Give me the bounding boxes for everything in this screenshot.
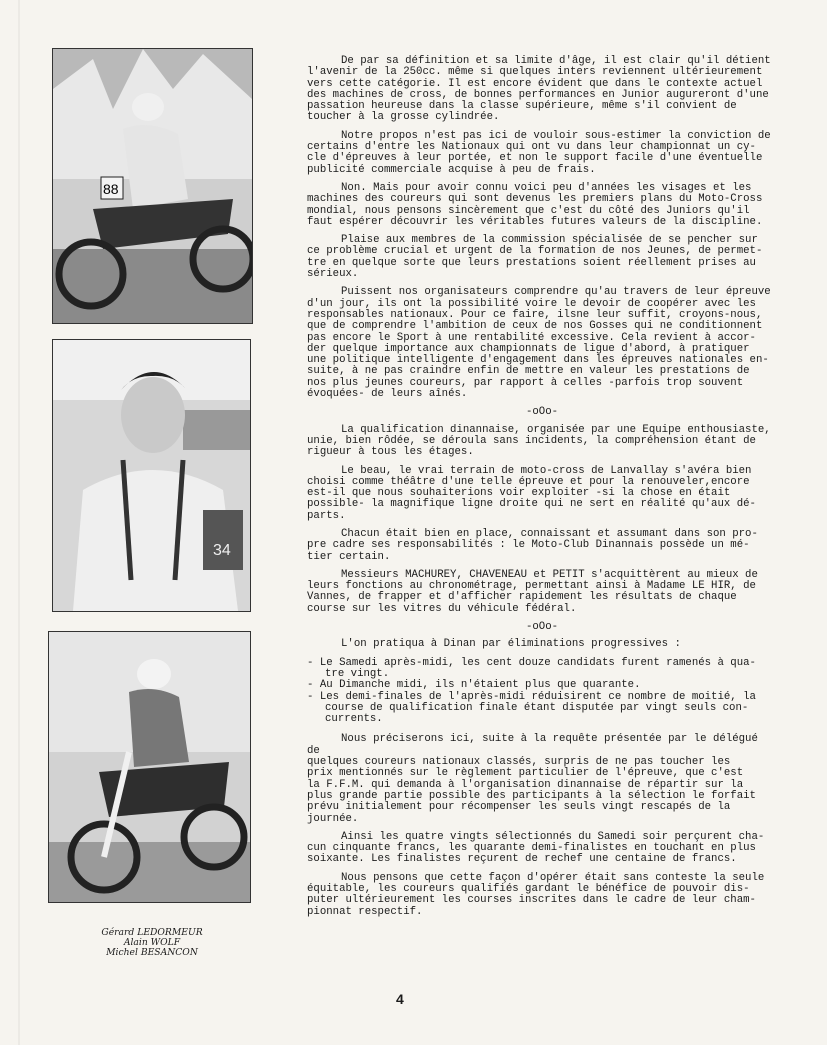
caption-line: Gérard LEDORMEUR: [101, 927, 203, 938]
page-number: 4: [396, 991, 404, 1007]
paragraph: Puissent nos organisateurs comprendre qu'au travers de leur épreuve d'un jour, ils ont la possibilité voire le devoir de coopérer avec les responsables nationaux. Pour ce faire, ilsne leur suffit, croyons-nous, que de comprendre l'ambition de ceux de nos Gosses qui ne conditionnent pas encore le Sport à une rentabilité excessive. Cela revient à accor- der quelque importance aux championnats de ligue d'abord, à pratiquer une politique intelligente d'engagement dans les épreuves nationales en- suite, à ne pas craindre enfin de mettre en valeur les prestations de nos plus jeunes coureurs, par rapport à celles -parfois trop souvent évoquées- de leurs aînés.: [307, 286, 771, 401]
section-separator: -oOo-: [525, 406, 559, 419]
paragraph: Nous pensons que cette façon d'opérer était sans conteste la seule équitable, les coureurs qualifiés gardant le bénéfice de pouvoir dis- puter ultérieurement les courses inscrites dans le cadre de leur cham- pionnat respectif.: [307, 871, 765, 918]
caption-line: Alain WOLF: [123, 937, 181, 948]
list-item: - Les demi-finales de l'après-midi réduisirent ce nombre de moitié, la course de qualification finale étant disputée par vingt seuls con- currents.: [307, 690, 756, 726]
paragraph: Nous préciserons ici, suite à la requête présentée par le délégué de quelques coureurs nationaux classés, surpris de ne pas toucher les prix mentionnés sur le règlement particulier de l'épreuve, que c'est la F.F.M. qui demanda à l'organisation dinannaise de répartir sur la plus grande partie possible des participants à la sélection le forfait prévu initialement pour récompenser les seuls vingt rescapés de la journée.: [307, 733, 758, 825]
photo-rider-3: [48, 631, 251, 903]
elimination-list: [307, 658, 777, 726]
paragraph: Le beau, le vrai terrain de moto-cross de Lanvallay s'avéra bien choisi comme théâtre d'une telle épreuve et pour la renouveler,encore est-il que nous souhaiterions voir exploiter -si la chose en était possible- la magnifique ligne droite qui ne sert en réalité qu'aux dé- parts.: [307, 464, 756, 522]
paragraph: L'on pratiqua à Dinan par éliminations progressives :: [341, 638, 681, 651]
section-separator: -oOo-: [525, 621, 559, 634]
photo-caption: [52, 928, 252, 958]
page-edge-shadow: [18, 0, 20, 1045]
list-item: - Au Dimanche midi, ils n'étaient plus que quarante.: [307, 679, 641, 692]
photo-rider-2: [52, 339, 251, 612]
paragraph: Chacun était bien en place, connaissant et assumant dans son pro- pre cadre ses responsabilités : le Moto-Club Dinannais possède un mé- tier certain.: [307, 527, 758, 563]
paragraph: Plaise aux membres de la commission spécialisée de se pencher sur ce problème crucial et urgent de la formation de nos Jeunes, de permet- tre en quelque sorte que leurs prestations soient réellement prises au sérieux.: [307, 234, 763, 281]
photo-rider-1: [52, 48, 253, 324]
list-item: - Le Samedi après-midi, les cent douze candidats furent ramenés à qua- tre vingt.: [307, 656, 756, 680]
paragraph: De par sa définition et sa limite d'âge, il est clair qu'il détient l'avenir de la 250cc. même si quelques inters reviennent ultérieurement vers cette catégorie. Il est encore évident que dans le contexte actuel des machines de cross, de bonnes performances en Junior augureront d'une passation heureuse dans la classe supérieure, même s'il convient de toucher à la grosse cylindrée.: [307, 55, 771, 124]
article-body: [307, 56, 777, 925]
rider-portrait-icon: [53, 340, 250, 611]
paragraph: Ainsi les quatre vingts sélectionnés du Samedi soir perçurent cha- cun cinquante francs, les quarante demi-finalistes en touchant en plus soixante. Les finalistes reçurent de rechef une centaine de francs.: [307, 830, 765, 866]
paragraph: Non. Mais pour avoir connu voici peu d'années les visages et les machines des coureurs qui sont devenus les premiers plans du Moto-Cross mondial, nous pensons sincèrement que c'est du côté des Juniors qu'il faut espérer découvrir les véritables futures valeurs de la discipline.: [307, 181, 763, 228]
paragraph: La qualification dinannaise, organisée par une Equipe enthousiaste, unie, bien rôdée, se déroula sans incidents, la compréhension étant de rigueur à tous les étages.: [307, 423, 771, 459]
paragraph: Notre propos n'est pas ici de vouloir sous-estimer la conviction de certains d'entre les Nationaux qui ont vu dans leur championnat un cy- cle d'épreuves à leur portée, et non le support facile d'une éventuelle publicité commerciale acquise à peu de frais.: [307, 129, 771, 176]
number-plate-34: 34: [213, 542, 231, 559]
motocross-rider-icon: [49, 632, 250, 902]
paragraph: Messieurs MACHUREY, CHAVENEAU et PETIT s'acquittèrent au mieux de leurs fonctions au chronométrage, permettant ainsi à Madame LE HIR, de Vannes, de frapper et d'afficher rapidement les résultats de chaque course sur les vitres du véhicule fédéral.: [307, 568, 758, 615]
number-plate-88: 88: [103, 181, 119, 197]
caption-line: Michel BESANCON: [106, 947, 198, 958]
motocross-rider-icon: [53, 49, 252, 323]
